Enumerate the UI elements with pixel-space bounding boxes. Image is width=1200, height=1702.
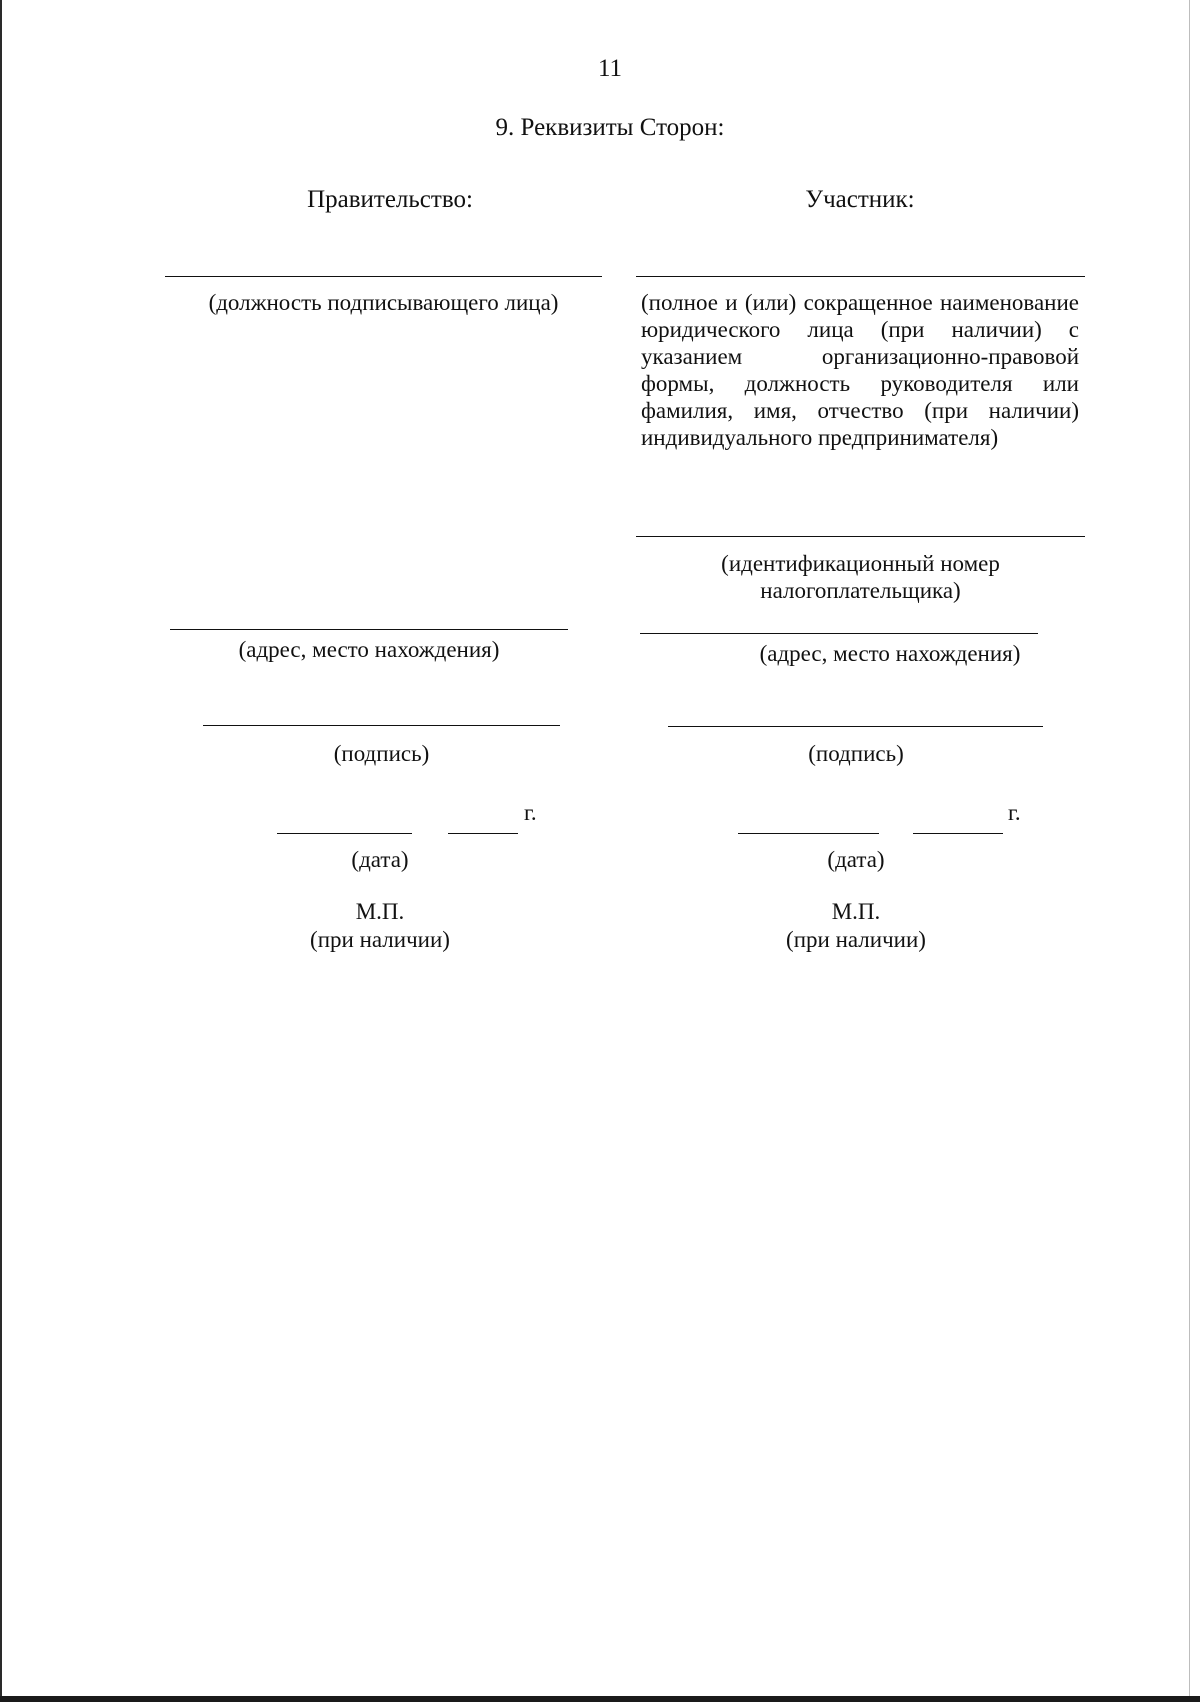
government-position-line (165, 276, 602, 277)
page-right-edge (1189, 0, 1190, 1702)
page-bottom-edge (0, 1696, 1200, 1702)
participant-seal-note: (при наличии) (786, 927, 926, 952)
government-year-suffix: г. (524, 800, 537, 825)
participant-year-suffix: г. (1008, 800, 1021, 825)
participant-inn-line (636, 536, 1085, 537)
government-date-year-line (448, 833, 518, 834)
section-title: 9. Реквизиты Сторон: (495, 114, 725, 141)
government-position-caption: (должность подписывающего лица) (208, 290, 559, 315)
government-seal-note: (при наличии) (310, 927, 450, 952)
participant-address-line (640, 633, 1038, 634)
participant-date-day-line (738, 833, 879, 834)
participant-signature-caption: (подпись) (808, 741, 904, 766)
participant-address-caption: (адрес, место нахождения) (759, 641, 1021, 666)
participant-heading: Участник: (805, 186, 915, 213)
page-left-edge (0, 0, 2, 1702)
government-address-caption: (адрес, место нахождения) (238, 637, 500, 662)
participant-signature-line (668, 726, 1043, 727)
government-signature-line (203, 725, 560, 726)
government-seal-label: М.П. (355, 899, 405, 924)
participant-date-caption: (дата) (827, 847, 885, 872)
government-signature-caption: (подпись) (333, 741, 430, 766)
participant-name-caption: (полное и (или) сокращенное наименование юридического лица (при наличии) с указанием организационно-правовой формы, должность руководителя или фамилия, имя, отчество (при наличии) индивидуального предпринимателя) (641, 290, 1079, 450)
government-date-day-line (277, 833, 412, 834)
page-number: 11 (597, 55, 623, 82)
participant-inn-caption-line2: налогоплательщика) (760, 578, 961, 603)
participant-name-line (636, 276, 1085, 277)
government-address-line (170, 629, 568, 630)
participant-seal-label: М.П. (831, 899, 881, 924)
participant-inn-caption-line1: (идентификационный номер (721, 551, 1000, 576)
participant-date-year-line (913, 833, 1003, 834)
government-date-caption: (дата) (351, 847, 409, 872)
government-heading: Правительство: (307, 186, 473, 213)
